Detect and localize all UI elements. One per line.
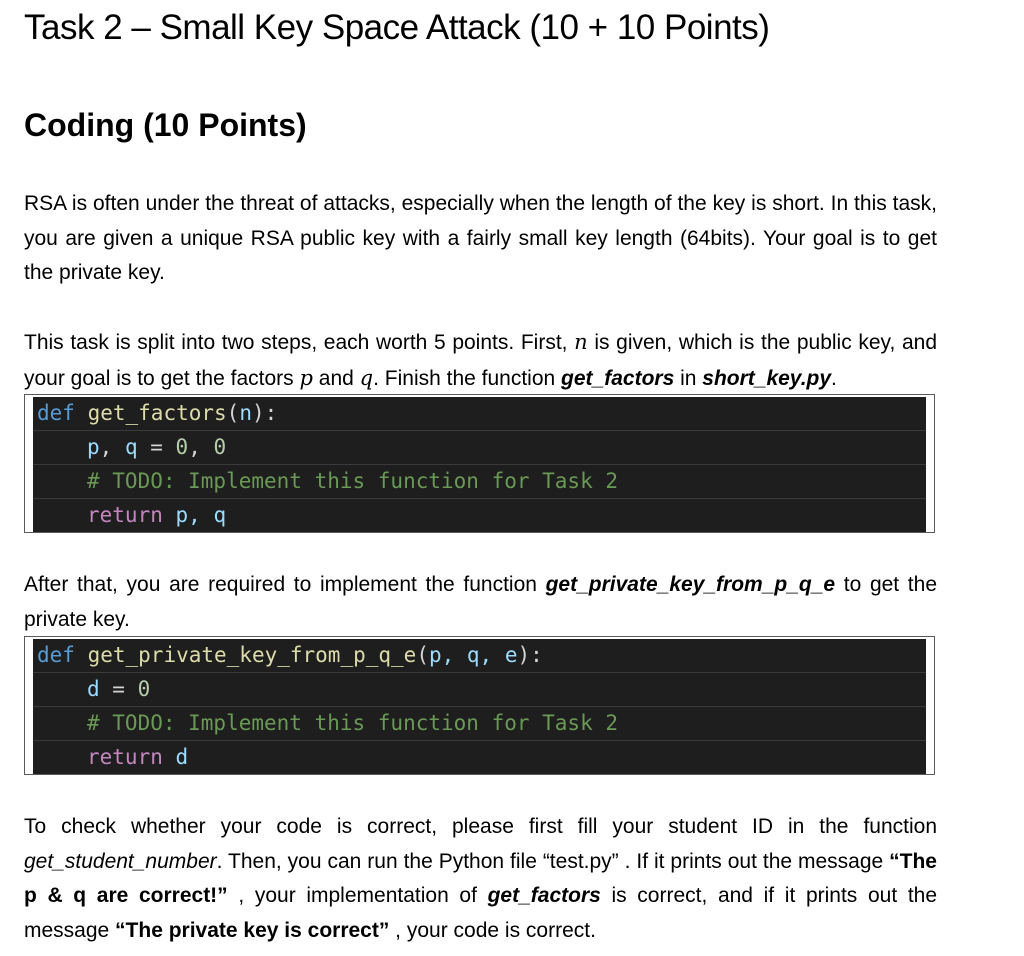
code-line: return p, q bbox=[33, 499, 926, 532]
var-n: n bbox=[574, 330, 588, 354]
code-line: def get_private_key_from_p_q_e(p, q, e): bbox=[33, 639, 926, 673]
section-heading: Coding (10 Points) bbox=[24, 107, 307, 143]
function-name-get-student-number: get_student_number bbox=[24, 849, 217, 873]
code-line: # TODO: Implement this function for Task 2 bbox=[33, 707, 926, 741]
code-block-get-private-key bbox=[24, 636, 935, 775]
code-line: # TODO: Implement this function for Task 2 bbox=[33, 465, 926, 499]
step2-paragraph: After that, you are required to implement the function get_private_key_from_p_q_e to get the private key. bbox=[24, 573, 937, 631]
message-private-key-correct: “The private key is correct” bbox=[115, 918, 390, 942]
code-line: def get_factors(n): bbox=[33, 397, 926, 431]
step1-paragraph: This task is split into two steps, each worth 5 points. First, n is given, which is the public key, and your goal is to get the factors p and q. Finish the function get_factors in short_key.py. bbox=[24, 330, 937, 390]
function-name-get-factors: get_factors bbox=[561, 366, 675, 390]
code-line: d = 0 bbox=[33, 673, 926, 707]
check-paragraph: To check whether your code is correct, please first fill your student ID in the function get_student_number. Then, you can run the Python file “test.py” . If it prints out the message “The p & q are correct!” , your implementation of get_factors is correct, and if it prints out the message “The private key is correct” , your code is correct. bbox=[24, 815, 938, 942]
task-title: Task 2 – Small Key Space Attack (10 + 10 Points) bbox=[24, 8, 770, 47]
code-block-get-factors bbox=[24, 394, 935, 533]
var-q: q bbox=[359, 365, 374, 390]
intro-paragraph: RSA is often under the threat of attacks, especially when the length of the key is short. In this task, you are given a unique RSA public key with a fairly small key length (64bits). Your goal is to get the private key. bbox=[24, 192, 937, 284]
message-pq-correct: “The p & q are correct!” bbox=[24, 849, 937, 907]
code-line: p, q = 0, 0 bbox=[33, 431, 926, 465]
var-p: p bbox=[299, 365, 313, 390]
file-name: short_key.py bbox=[702, 366, 832, 390]
code-line: return d bbox=[33, 741, 926, 774]
function-name-get-private-key: get_private_key_from_p_q_e bbox=[545, 573, 836, 596]
function-name-get-factors-ref: get_factors bbox=[487, 884, 601, 907]
